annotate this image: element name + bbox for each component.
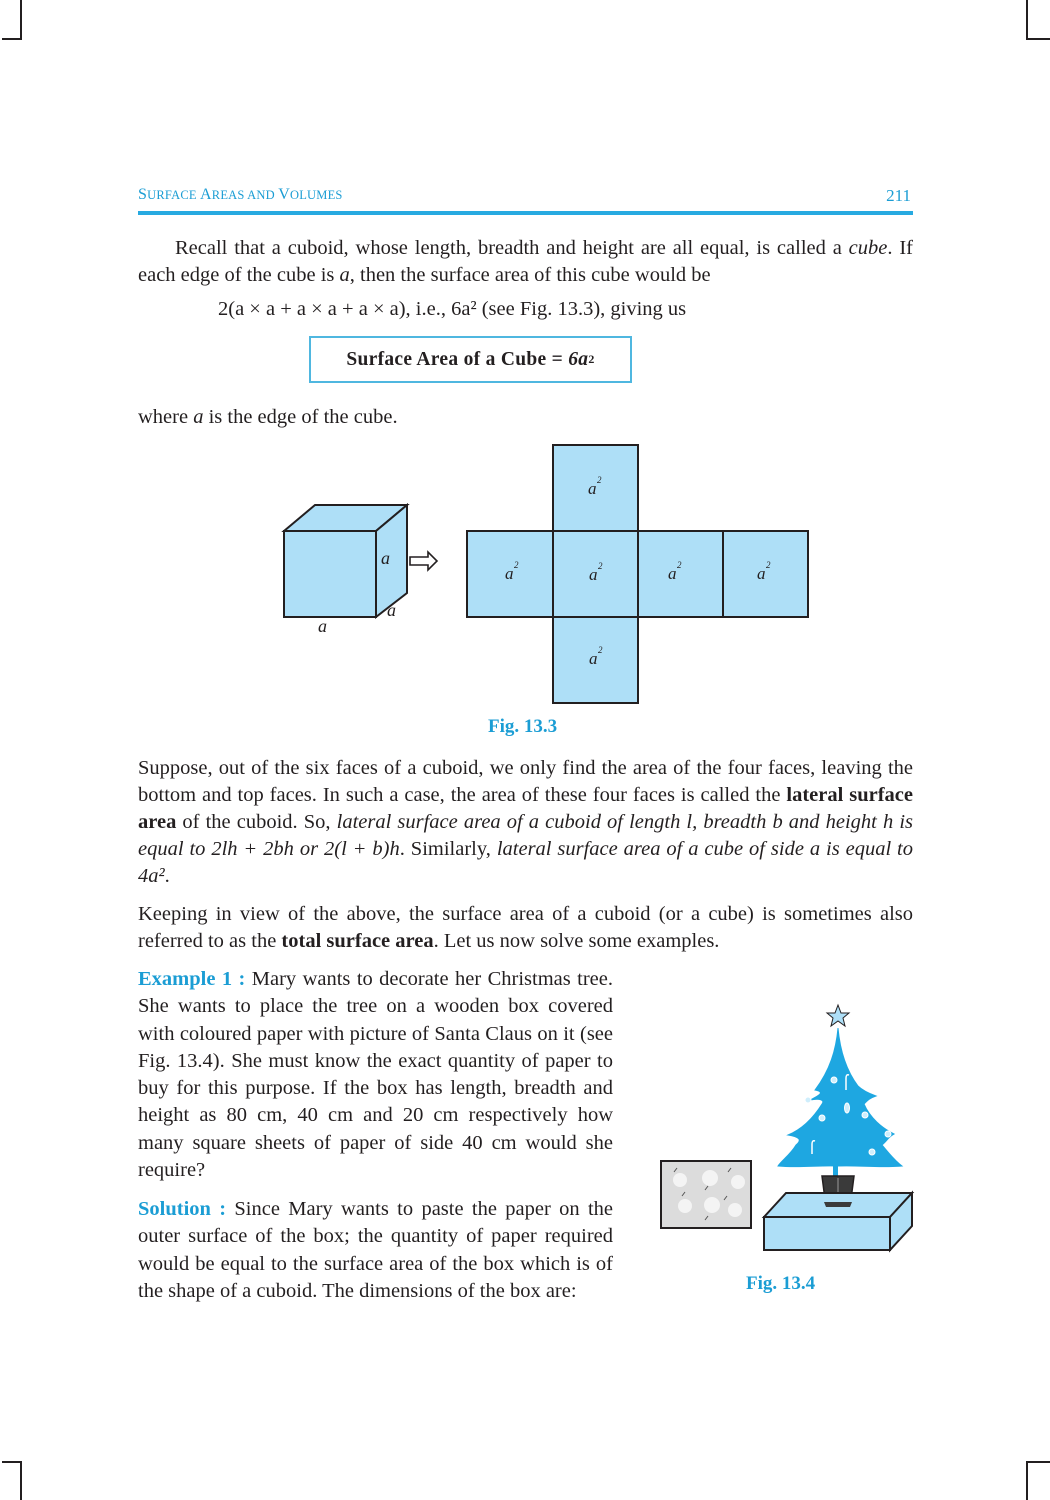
definition-cuboid: lateral surface area of a cuboid of length l, breadth b and height h is equal to 2lh + 2bh or 2(l + b)h <box>138 811 913 860</box>
definition-cube: lateral surface area of a cube of side a is equal to 4a² <box>138 838 913 887</box>
crop-mark-top-right-h <box>1026 38 1050 40</box>
santa-wrapping-paper <box>661 1161 751 1228</box>
title-smallcaps: REAS AND <box>211 188 279 202</box>
title-smallcaps: URFACE <box>147 188 201 202</box>
example-text: Mary wants to decorate her Christmas tree. She wants to place the tree on a wooden box covered with coloured paper with picture of Santa Claus on it (see Fig. 13.4). She must know the exact quantity of paper to buy for this purpose. If the box has length, breadth and height as 80 cm, 40 cm and 20 cm respectively how many square sheets of paper of side 40 cm would she require? <box>138 968 613 1182</box>
net-face-right <box>638 531 723 617</box>
var-a: a <box>339 264 350 286</box>
svg-text:a: a <box>668 564 677 583</box>
crop-mark-bottom-left-v <box>20 1461 22 1500</box>
svg-text:a: a <box>505 564 514 583</box>
text: Keeping in view of the above, the surface area of a cuboid (or a cube) is sometimes also referred to as the <box>138 903 913 952</box>
figure-13-4-illustration <box>650 1000 920 1260</box>
text: , then the surface area of this cube would be <box>349 264 711 286</box>
christmas-tree <box>778 1005 902 1207</box>
surface-area-derivation: 2(a × a + a × a + a × a), i.e., 6a² (see Fig. 13.3), giving us <box>218 298 687 320</box>
formula-exponent: 2 <box>588 352 595 366</box>
title-cap: A <box>200 186 212 203</box>
cube-label-height: a <box>381 548 390 568</box>
crop-mark-top-left-h <box>2 38 22 40</box>
total-surface-paragraph <box>138 901 913 955</box>
wooden-box <box>764 1193 912 1250</box>
svg-text:a: a <box>757 564 766 583</box>
solution <box>138 1196 613 1305</box>
intro-paragraph <box>138 235 913 289</box>
text: Recall that a cuboid, whose length, breadth and height are all equal, is called a <box>175 237 849 259</box>
svg-text:2: 2 <box>514 560 519 570</box>
svg-text:2: 2 <box>766 560 771 570</box>
example-1 <box>138 966 613 1184</box>
term-cube: cube <box>848 237 888 259</box>
svg-text:a: a <box>589 649 598 668</box>
net-face-back <box>723 531 808 617</box>
svg-text:a: a <box>589 565 598 584</box>
chapter-title <box>138 186 343 204</box>
svg-text:2: 2 <box>677 560 682 570</box>
crop-mark-bottom-left-h <box>2 1461 22 1463</box>
page-number: 211 <box>886 186 911 205</box>
cube-label-depth: a <box>387 600 396 620</box>
example-label: Example 1 : <box>138 968 246 990</box>
lateral-surface-paragraph <box>138 755 913 890</box>
svg-text:2: 2 <box>598 561 603 571</box>
title-cap: V <box>278 186 290 203</box>
text: is the edge of the cube. <box>203 406 398 428</box>
svg-text:a: a <box>588 479 597 498</box>
svg-text:2: 2 <box>598 645 603 655</box>
formula-label: Surface Area of a Cube = <box>346 348 564 370</box>
svg-text:2: 2 <box>597 475 602 485</box>
figure-13-4-caption: Fig. 13.4 <box>746 1273 816 1294</box>
right-double-arrow-icon <box>410 552 437 570</box>
solution-label: Solution : <box>138 1198 227 1220</box>
formula-value: 6a <box>568 348 589 370</box>
figure-13-3-caption: Fig. 13.3 <box>488 716 558 737</box>
crop-mark-bottom-right-v <box>1026 1461 1028 1500</box>
title-smallcaps: OLUMES <box>289 188 343 202</box>
where-line <box>138 404 913 431</box>
figure-13-3-diagram <box>270 440 830 710</box>
text: where <box>138 406 194 428</box>
text: Suppose, out of the six faces of a cuboid, we only find the area of the four faces, leaving the bottom and top faces. In such a case, the area of these four faces is called the <box>138 757 913 806</box>
title-cap: S <box>138 186 148 203</box>
text: . <box>164 865 170 887</box>
var-a: a <box>193 406 204 428</box>
text: of the cuboid. So, <box>176 811 337 833</box>
text: . If each edge of the cube is <box>138 237 914 286</box>
term-total-surface-area: total surface area <box>281 930 434 952</box>
text: . Let us now solve some examples. <box>433 930 720 952</box>
crop-mark-bottom-right-h <box>1026 1461 1050 1463</box>
text: . Similarly, <box>399 838 497 860</box>
cube-label-width: a <box>318 616 327 636</box>
running-header <box>138 186 913 216</box>
header-rule <box>138 211 913 215</box>
boxed-formula <box>309 336 632 383</box>
solution-text: Since Mary wants to paste the paper on the outer surface of the box; the quantity of paper required would be equal to the surface area of the box which is of the shape of a cuboid. The dimensions of the box are: <box>138 1198 613 1302</box>
crop-mark-top-right-v <box>1026 0 1028 40</box>
crop-mark-top-left-v <box>20 0 22 40</box>
term-lateral-surface-area: lateral surface area <box>138 784 913 833</box>
